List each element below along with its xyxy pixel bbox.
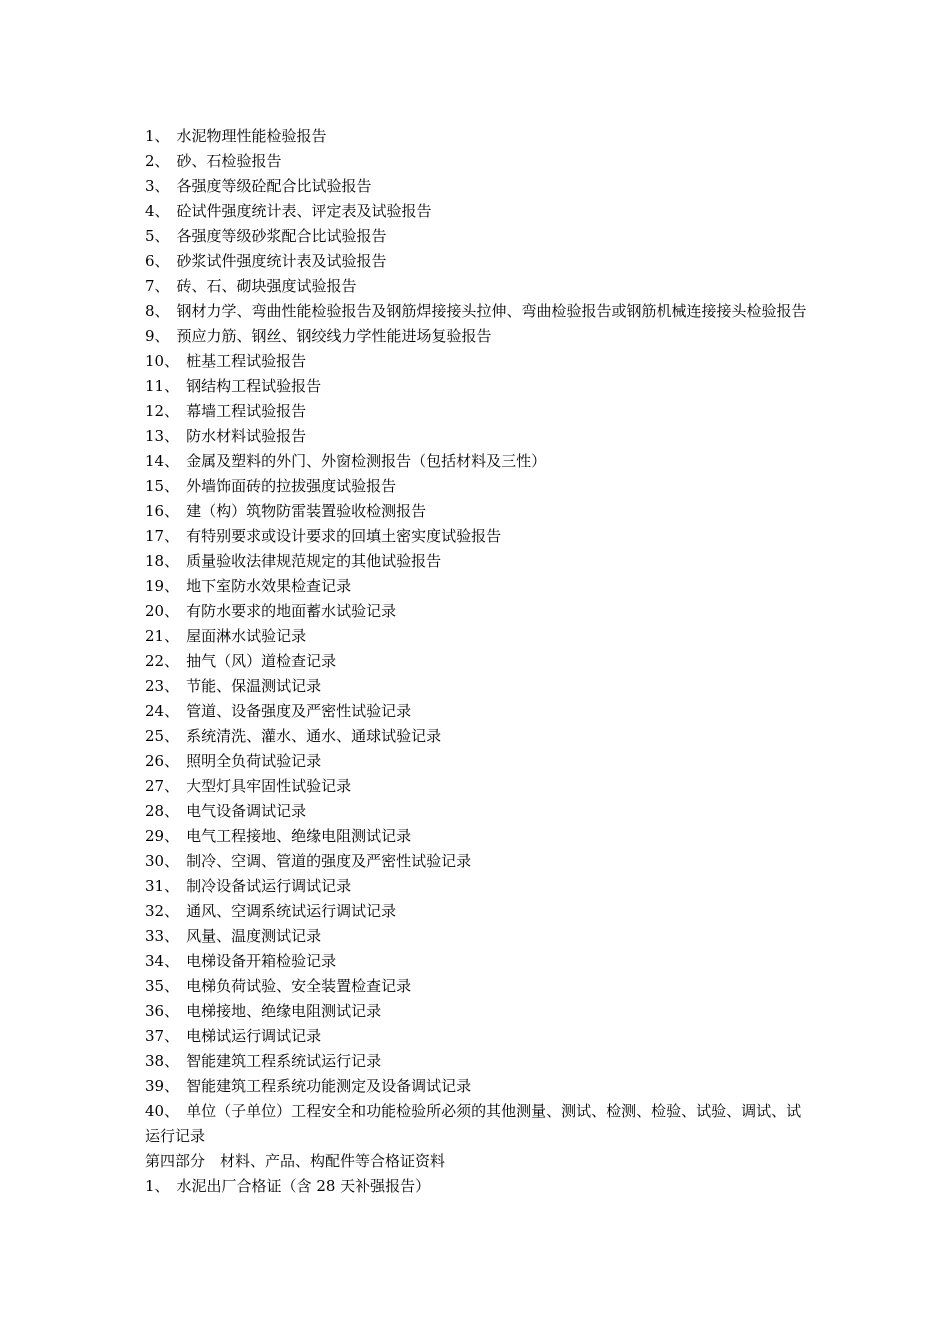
item-text: 水泥出厂合格证（含 28 天补强报告） xyxy=(176,1177,431,1195)
item-text: 制冷设备试运行调试记录 xyxy=(186,877,352,895)
list-item xyxy=(145,849,810,874)
item-text: 电梯试运行调试记录 xyxy=(186,1027,322,1045)
item-number: 8、 xyxy=(145,302,170,320)
list-item xyxy=(145,1099,810,1149)
list-item xyxy=(145,924,810,949)
item-text: 幕墙工程试验报告 xyxy=(186,402,307,420)
list-item xyxy=(145,424,810,449)
item-number: 24、 xyxy=(145,702,180,720)
item-number: 19、 xyxy=(145,577,180,595)
list-item xyxy=(145,799,810,824)
item-number: 21、 xyxy=(145,627,180,645)
item-number: 6、 xyxy=(145,252,170,270)
item-text: 智能建筑工程系统功能测定及设备调试记录 xyxy=(186,1077,472,1095)
list-item xyxy=(145,949,810,974)
item-number: 35、 xyxy=(145,977,180,995)
test-report-list xyxy=(145,124,810,1149)
item-text: 制冷、空调、管道的强度及严密性试验记录 xyxy=(186,852,472,870)
list-item xyxy=(145,599,810,624)
item-text: 各强度等级砂浆配合比试验报告 xyxy=(176,227,387,245)
list-item xyxy=(145,724,810,749)
item-number: 13、 xyxy=(145,427,180,445)
item-text: 屋面淋水试验记录 xyxy=(186,627,307,645)
item-number: 22、 xyxy=(145,652,180,670)
item-number: 14、 xyxy=(145,452,180,470)
item-text: 砖、石、砌块强度试验报告 xyxy=(176,277,357,295)
item-number: 18、 xyxy=(145,552,180,570)
list-item xyxy=(145,1074,810,1099)
item-text: 照明全负荷试验记录 xyxy=(186,752,322,770)
list-item xyxy=(145,674,810,699)
item-text: 电梯负荷试验、安全装置检查记录 xyxy=(186,977,412,995)
list-item xyxy=(145,824,810,849)
item-text: 单位（子单位）工程安全和功能检验所必须的其他测量、测试、检测、检验、试验、调试、试运行记录 xyxy=(145,1102,802,1145)
item-number: 31、 xyxy=(145,877,180,895)
item-text: 预应力筋、钢丝、钢绞线力学性能进场复验报告 xyxy=(176,327,492,345)
list-item xyxy=(145,249,810,274)
item-number: 33、 xyxy=(145,927,180,945)
item-text: 电气工程接地、绝缘电阻测试记录 xyxy=(186,827,412,845)
item-text: 管道、设备强度及严密性试验记录 xyxy=(186,702,412,720)
item-text: 建（构）筑物防雷装置验收检测报告 xyxy=(186,502,427,520)
list-item xyxy=(145,449,810,474)
list-item xyxy=(145,199,810,224)
list-item xyxy=(145,1024,810,1049)
list-item xyxy=(145,999,810,1024)
section-heading: 第四部分 材料、产品、构配件等合格证资料 xyxy=(145,1152,446,1170)
item-text: 智能建筑工程系统试运行记录 xyxy=(186,1052,382,1070)
item-number: 1、 xyxy=(145,127,170,145)
document-page xyxy=(145,124,810,1199)
list-item xyxy=(145,649,810,674)
item-number: 38、 xyxy=(145,1052,180,1070)
item-text: 电梯接地、绝缘电阻测试记录 xyxy=(186,1002,382,1020)
list-item xyxy=(145,899,810,924)
item-text: 系统清洗、灌水、通水、通球试验记录 xyxy=(186,727,442,745)
item-text: 大型灯具牢固性试验记录 xyxy=(186,777,352,795)
item-text: 钢结构工程试验报告 xyxy=(186,377,322,395)
item-number: 37、 xyxy=(145,1027,180,1045)
item-number: 10、 xyxy=(145,352,180,370)
list-item xyxy=(145,974,810,999)
item-text: 有防水要求的地面蓄水试验记录 xyxy=(186,602,397,620)
item-number: 15、 xyxy=(145,477,180,495)
item-number: 16、 xyxy=(145,502,180,520)
item-text: 砼试件强度统计表、评定表及试验报告 xyxy=(176,202,432,220)
item-text: 节能、保温测试记录 xyxy=(186,677,322,695)
item-number: 5、 xyxy=(145,227,170,245)
item-number: 20、 xyxy=(145,602,180,620)
list-item xyxy=(145,349,810,374)
item-text: 有特别要求或设计要求的回填土密实度试验报告 xyxy=(186,527,502,545)
list-item xyxy=(145,574,810,599)
list-item xyxy=(145,1049,810,1074)
list-item xyxy=(145,124,810,149)
item-number: 1、 xyxy=(145,1177,170,1195)
item-text: 砂浆试件强度统计表及试验报告 xyxy=(176,252,387,270)
item-text: 风量、温度测试记录 xyxy=(186,927,322,945)
list-item xyxy=(145,299,810,324)
list-item xyxy=(145,524,810,549)
item-number: 23、 xyxy=(145,677,180,695)
list-item xyxy=(145,274,810,299)
list-item xyxy=(145,774,810,799)
list-item xyxy=(145,174,810,199)
list-item xyxy=(145,624,810,649)
item-text: 砂、石检验报告 xyxy=(176,152,282,170)
item-text: 防水材料试验报告 xyxy=(186,427,307,445)
list-item xyxy=(145,1174,810,1199)
item-number: 3、 xyxy=(145,177,170,195)
item-number: 27、 xyxy=(145,777,180,795)
item-text: 地下室防水效果检查记录 xyxy=(186,577,352,595)
list-item xyxy=(145,374,810,399)
item-number: 17、 xyxy=(145,527,180,545)
item-number: 7、 xyxy=(145,277,170,295)
item-number: 25、 xyxy=(145,727,180,745)
list-item xyxy=(145,399,810,424)
item-text: 桩基工程试验报告 xyxy=(186,352,307,370)
list-item xyxy=(145,874,810,899)
list-item xyxy=(145,749,810,774)
item-text: 金属及塑料的外门、外窗检测报告（包括材料及三性） xyxy=(186,452,547,470)
item-number: 32、 xyxy=(145,902,180,920)
item-number: 26、 xyxy=(145,752,180,770)
item-number: 39、 xyxy=(145,1077,180,1095)
certificate-list xyxy=(145,1174,810,1199)
item-number: 9、 xyxy=(145,327,170,345)
item-number: 4、 xyxy=(145,202,170,220)
item-text: 钢材力学、弯曲性能检验报告及钢筋焊接接头拉伸、弯曲检验报告或钢筋机械连接接头检验报告 xyxy=(176,302,807,320)
list-item xyxy=(145,474,810,499)
list-item xyxy=(145,324,810,349)
item-text: 电梯设备开箱检验记录 xyxy=(186,952,337,970)
item-text: 各强度等级砼配合比试验报告 xyxy=(176,177,372,195)
item-text: 通风、空调系统试运行调试记录 xyxy=(186,902,397,920)
list-item xyxy=(145,499,810,524)
item-number: 2、 xyxy=(145,152,170,170)
item-number: 28、 xyxy=(145,802,180,820)
item-number: 12、 xyxy=(145,402,180,420)
item-number: 34、 xyxy=(145,952,180,970)
item-text: 抽气（风）道检查记录 xyxy=(186,652,337,670)
item-number: 30、 xyxy=(145,852,180,870)
item-number: 29、 xyxy=(145,827,180,845)
item-number: 11、 xyxy=(145,377,180,395)
list-item xyxy=(145,549,810,574)
item-text: 水泥物理性能检验报告 xyxy=(176,127,327,145)
list-item xyxy=(145,699,810,724)
list-item xyxy=(145,149,810,174)
item-text: 电气设备调试记录 xyxy=(186,802,307,820)
list-item xyxy=(145,224,810,249)
item-number: 36、 xyxy=(145,1002,180,1020)
item-text: 外墙饰面砖的拉拔强度试验报告 xyxy=(186,477,397,495)
item-number: 40、 xyxy=(145,1102,180,1120)
item-text: 质量验收法律规范规定的其他试验报告 xyxy=(186,552,442,570)
